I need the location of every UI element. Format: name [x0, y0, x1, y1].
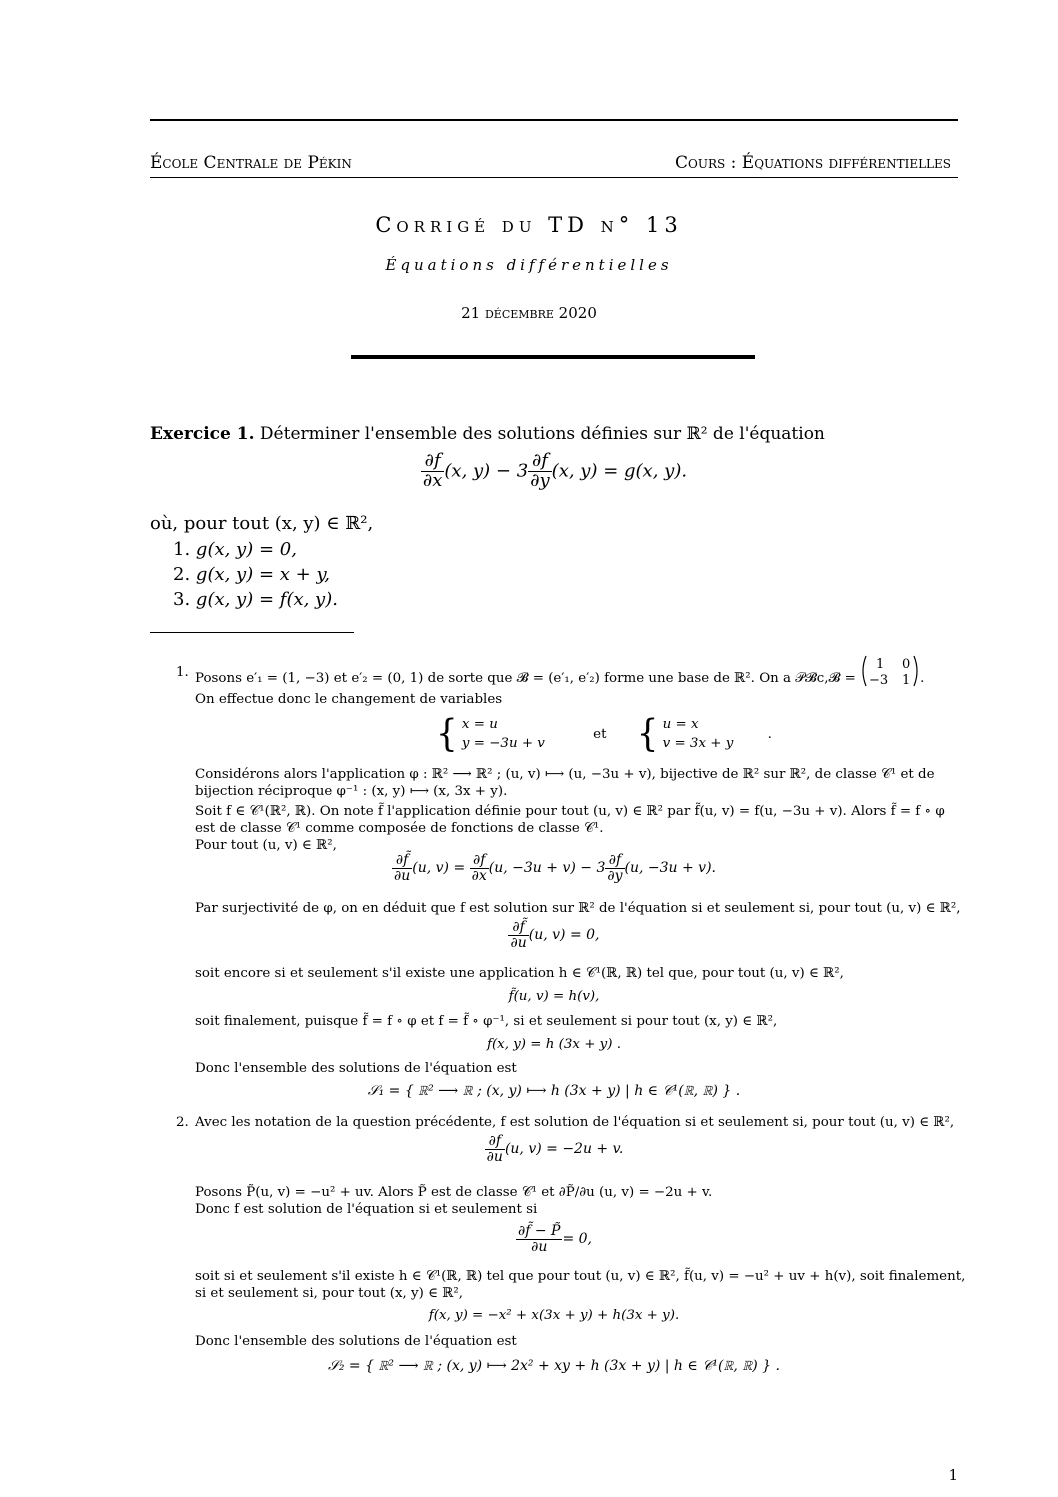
solution-1-line-10: soit finalement, puisque f̃ = f ∘ φ et f = f̃ ∘ φ⁻¹, si et seulement si pour tout (x, y) ∈ ℝ²,: [195, 1014, 778, 1029]
exercise-item-3: 3. g(x, y) = f(x, y).: [173, 589, 338, 610]
page-number: 1: [948, 1466, 958, 1484]
top-rule: [150, 119, 958, 121]
equation-dft-du-zero: $\frac{\partial f̃}{\partial u}$ (u, v) = 0,: [510, 919, 600, 951]
equation-ft-minus-p: $\frac{\partial f̃ - P̃}{\partial u}$ = 0,: [517, 1223, 593, 1255]
solution-separator: [150, 632, 354, 633]
matrix-r1c1: 1: [876, 657, 885, 672]
page-subtitle: Équations différentielles: [385, 256, 673, 274]
matrix-r1c2: 0: [902, 657, 911, 672]
frac-df-du: $\frac{\partial f}{\partial u}$: [486, 1133, 503, 1165]
solution-set-1: 𝒮₁ = { ℝ² ⟶ ℝ ; (x, y) ⟼ h (3x + y) | h ∈ 𝒞¹(ℝ, ℝ) } .: [367, 1083, 741, 1099]
systems-connector: et: [593, 726, 607, 742]
frac-dft-du: $\frac{\partial f̃}{\partial u}$: [393, 852, 411, 884]
page-title: Corrigé du TD n° 13: [375, 213, 683, 237]
exercise-label: Exercice 1.: [150, 424, 255, 444]
solution-2-line-1: Avec les notation de la question précédente, f est solution de l'équation si et seulement si, pour tout (u, v) ∈ ℝ²,: [195, 1115, 955, 1130]
solution-2-line-4: soit si et seulement s'il existe h ∈ 𝒞¹(ℝ, ℝ) tel que pour tout (u, v) ∈ ℝ², f̃(u, v) = −u² + uv + h(v), soit finalement,: [195, 1269, 966, 1284]
solution-2-line-6: Donc l'ensemble des solutions de l'équation est: [195, 1334, 517, 1349]
frac-ftp-du: $\frac{\partial f̃ - P̃}{\partial u}$: [517, 1223, 561, 1255]
matrix-r2c2: 1: [902, 673, 911, 688]
system-1: x = u y = −3u + v: [461, 717, 545, 751]
exercise-item-2: 2. g(x, y) = x + y,: [173, 564, 330, 585]
solution-1-line-6: est de classe 𝒞¹ comme composée de fonctions de classe 𝒞¹.: [195, 821, 604, 836]
solution-2-line-2: Posons P̃(u, v) = −u² + uv. Alors P̃ est de classe 𝒞¹ et ∂P̃/∂u (u, v) = −2u + v.: [195, 1185, 713, 1200]
change-of-variables-systems: { x = u y = −3u + v et { u = x v = 3x + y .: [436, 712, 772, 756]
system-2: u = x v = 3x + y: [662, 717, 734, 751]
equation-df-du: $\frac{\partial f}{\partial u}$ (u, v) = −2u + v.: [486, 1133, 624, 1165]
equation-f-general: f(x, y) = −x² + x(3x + y) + h(3x + y).: [428, 1308, 680, 1323]
system-2-brace: {: [636, 712, 659, 756]
change-of-basis-matrix: [860, 654, 920, 703]
solution-1-number: 1.: [176, 665, 189, 680]
exercise-item-1: 1. g(x, y) = 0,: [173, 539, 297, 560]
matrix-r2c1: −3: [869, 673, 889, 688]
exercise-statement-line: [150, 424, 825, 444]
exercise-equation: $\frac{\partial f}{\partial x}$ (x, y) − 3 $\frac{\partial f}{\partial y}$ (x, y) = g(x, y).: [422, 450, 688, 491]
page-date: 21 décembre 2020: [461, 304, 597, 322]
frac-df-dy-2: $\frac{\partial f}{\partial y}$: [607, 852, 623, 884]
frac-dft-du-2: $\frac{\partial f̃}{\partial u}$: [510, 919, 527, 951]
header-underline: [150, 177, 958, 178]
solution-2-line-5: si et seulement si, pour tout (x, y) ∈ ℝ²,: [195, 1286, 464, 1301]
frac-df-dx: $\frac{\partial f}{\partial x}$: [422, 450, 443, 491]
solution-1-line-4: bijection réciproque φ⁻¹ : (x, y) ⟼ (x, 3x + y).: [195, 784, 508, 799]
solution-2-number: 2.: [176, 1115, 189, 1130]
matrix-svg: [860, 654, 920, 688]
title-rule: [351, 355, 755, 359]
header-course: Cours : Équations différentielles: [675, 153, 951, 173]
solution-1-line-5: Soit f ∈ 𝒞¹(ℝ², ℝ). On note f̃ l'application définie pour tout (u, v) ∈ ℝ² par f̃(u, v) = f(u, −3u + v). Alors f̃ = f ∘ φ: [195, 804, 945, 819]
solution-1-line-1: Posons e′₁ = (1, −3) et e′₂ = (0, 1) de sorte que 𝓑 = (e′₁, e′₂) forme une base de ℝ². On a 𝒫𝓑c,𝓑 = 1 0 −3 1 .: [195, 654, 924, 703]
equation-partial-derivative: $\frac{\partial f̃}{\partial u}$ (u, v) = $\frac{\partial f}{\partial x}$ (u, −3u + v) − 3 $\frac{\partial f}{\partial y}$ (u, −3u + v).: [393, 852, 717, 884]
solution-1-line-9: soit encore si et seulement s'il existe une application h ∈ 𝒞¹(ℝ, ℝ) tel que, pour tout (u, v) ∈ ℝ²,: [195, 966, 844, 981]
header-school: École Centrale de Pékin: [150, 153, 352, 173]
solution-2-line-3: Donc f est solution de l'équation si et seulement si: [195, 1202, 538, 1217]
solution-1-line-8: Par surjectivité de φ, on en déduit que f est solution sur ℝ² de l'équation si et seulement si, pour tout (u, v) ∈ ℝ²,: [195, 901, 961, 916]
exercise-statement: Déterminer l'ensemble des solutions définies sur ℝ² de l'équation: [259, 424, 825, 444]
exercise-where: où, pour tout (x, y) ∈ ℝ²,: [150, 513, 374, 534]
equation-ft-equals-h: f̃(u, v) = h(v),: [508, 989, 600, 1004]
solution-1-line-2: On effectue donc le changement de variables: [195, 692, 503, 707]
equation-f-equals-h: f(x, y) = h (3x + y) .: [487, 1037, 621, 1052]
solution-set-2: 𝒮₂ = { ℝ² ⟶ ℝ ; (x, y) ⟼ 2x² + xy + h (3x + y) | h ∈ 𝒞¹(ℝ, ℝ) } .: [328, 1358, 780, 1374]
system-1-brace: {: [436, 712, 458, 756]
frac-df-dx-2: $\frac{\partial f}{\partial x}$: [471, 852, 487, 884]
solution-1-line-11: Donc l'ensemble des solutions de l'équation est: [195, 1061, 517, 1076]
solution-1-line-7: Pour tout (u, v) ∈ ℝ²,: [195, 838, 337, 853]
frac-df-dy: $\frac{\partial f}{\partial y}$: [530, 450, 550, 491]
solution-1-line-3: Considérons alors l'application φ : ℝ² ⟶ ℝ² ; (u, v) ⟼ (u, −3u + v), bijective de ℝ² sur ℝ², de classe 𝒞¹ et de: [195, 767, 935, 782]
